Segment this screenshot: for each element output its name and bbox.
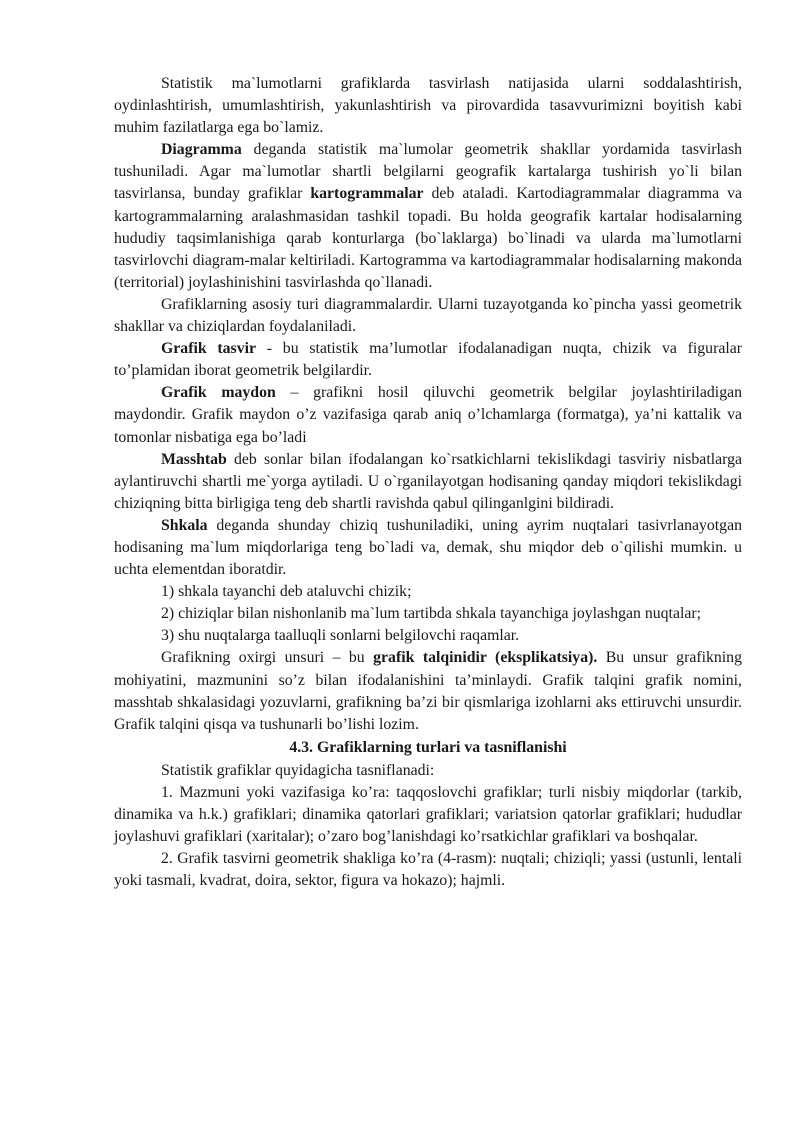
paragraph-masshtab xyxy=(114,449,742,515)
list-item: 1) shkala tayanchi deb ataluvchi chizik; xyxy=(161,583,412,601)
paragraph-classification-intro: Statistik grafiklar quyidagicha tasniflanadi: xyxy=(161,761,435,779)
paragraph-text: deganda shunday chiziq tushuniladiki, uning ayrim nuqtalari tasivrlanayotgan hodisaning ma`lum miqdorlariga teng bo`ladi va, demak, shu miqdor deb o`qilishi mumkin. u uchta elementdan iboratdir. xyxy=(114,516,742,579)
paragraph-grafik-tasvir xyxy=(114,338,742,382)
paragraph-text: deganda statistik ma`lumolar geometrik shakllar yordamida tasvirlash tushuniladi. Agar ma`lumotlar shartli belgilarni geografik kartalarga tushirish yo`li bilan tasvirlansa, bunday grafiklar xyxy=(114,141,742,203)
term-shkala: Shkala xyxy=(161,516,208,534)
paragraph-text: deb sonlar bilan ifodalangan ko`rsatkichlarni tekislikdagi tasviriy nisbatlarga aylantiruvchi shartli me`yorga aytiladi. U o`rganilayotgan hodisaning qanday miqdori tekislikdagi chiziqning bitta birligiga teng deb shartli ravishda qabul qilinganlgini bildiradi. xyxy=(114,450,742,512)
list-item: 2) chiziqlar bilan nishonlanib ma`lum tartibda shkala tayanchiga joylashgan nuqtalar; xyxy=(161,605,702,623)
paragraph-maydon-continued: maydondir. Grafik maydon o’z vazifasiga qarab aniq o’lchamlarga (formatga), ya’ni kattalik va tomonlar nisbatiga ega bo’ladi xyxy=(114,406,742,446)
paragraph-diagramma xyxy=(114,139,742,294)
paragraph-text: Grafikning oxirgi unsuri – bu xyxy=(161,649,374,667)
paragraph-talqin xyxy=(114,647,742,735)
paragraph-main-type: Grafiklarning asosiy turi diagrammalardir. Ularni tuzayotganda ko`pincha yassi geometrik shakllar va chiziqlardan foydalaniladi. xyxy=(114,295,742,336)
term-grafik-talqini: grafik talqinidir (eksplikatsiya). xyxy=(373,649,598,667)
term-masshtab: Masshtab xyxy=(161,450,227,468)
paragraph-text: Bu unsur grafikning mohiyatini, mazmunini so’z bilan ifodalanishini ta’minlaydi. Grafik talqini grafik nomini, masshtab shkalasidagi yozuvlarni, grafikning ba’zi bir qismlariga izohlarni aks ettiruvchi unsurdir. Grafik talqini qisqa va tushunarli bo’lishi lozim. xyxy=(114,649,742,733)
paragraph-shkala xyxy=(114,515,742,581)
term-diagramma: Diagramma xyxy=(161,141,242,159)
paragraph-grafik-maydon xyxy=(114,382,742,404)
paragraph-intro: Statistik ma`lumotlarni grafiklarda tasvirlash natijasida ularni soddalashtirish, oydinlashtirish, umumlashtirish, yakunlashtirish va pirovardida tasavvurimizni boyitish kabi muhim fazilatlarga ega bo`lamiz. xyxy=(114,75,742,137)
term-grafik-tasvir: Grafik tasvir xyxy=(161,340,257,358)
classification-item: 1. Mazmuni yoki vazifasiga ko’ra: taqqoslovchi grafiklar; turli nisbiy miqdorlar (tarkib, dinamika va h.k.) grafiklari; dinamika qatorlari grafiklari; variatsion qatorlar grafiklari; hududlar joylashuvi grafiklari (xaritalar); o’zaro bog’lanishdagi ko’rsatkichlar grafiklari va boshqalar. xyxy=(114,784,742,846)
list-item: 3) shu nuqtalarga taalluqli sonlarni belgilovchi raqamlar. xyxy=(161,627,520,645)
paragraph-text: deb ataladi. Kartodiagrammalar diagramma va kartogrammalarning aralashmasidan tashkil topadi. Bu holda geografik kartalar hodisalarning hududiy taqsimlanishiga qarab konturlarga (bo`laklarga) bo`linadi va ularda ma`lumotlarni tasvirlovchi diagram-malar keltiriladi. Kartogramma va kartodiagrammalar hodisalarning makonda (territorial) joylashinishini tasvirlashda qo`llanadi. xyxy=(114,185,742,291)
paragraph-text: - bu statistik ma’lumotlar ifodalanadigan nuqta, chizik va figuralar to’plamidan iborat geometrik belgilardir. xyxy=(114,340,742,380)
term-kartogrammalar: kartogrammalar xyxy=(310,185,424,203)
section-heading: 4.3. Grafiklarning turlari va tasniflanishi xyxy=(289,738,567,756)
classification-item: 2. Grafik tasvirni geometrik shakliga ko’ra (4-rasm): nuqtali; chiziqli; yassi (ustunli, lentali yoki tasmali, kvadrat, doira, sektor, figura va hokazo); hajmli. xyxy=(114,850,742,890)
paragraph-text: – grafikni hosil qiluvchi geometrik belgilar joylashtiriladigan xyxy=(275,384,743,402)
document-page xyxy=(114,73,742,892)
term-grafik-maydon: Grafik maydon xyxy=(161,384,276,402)
